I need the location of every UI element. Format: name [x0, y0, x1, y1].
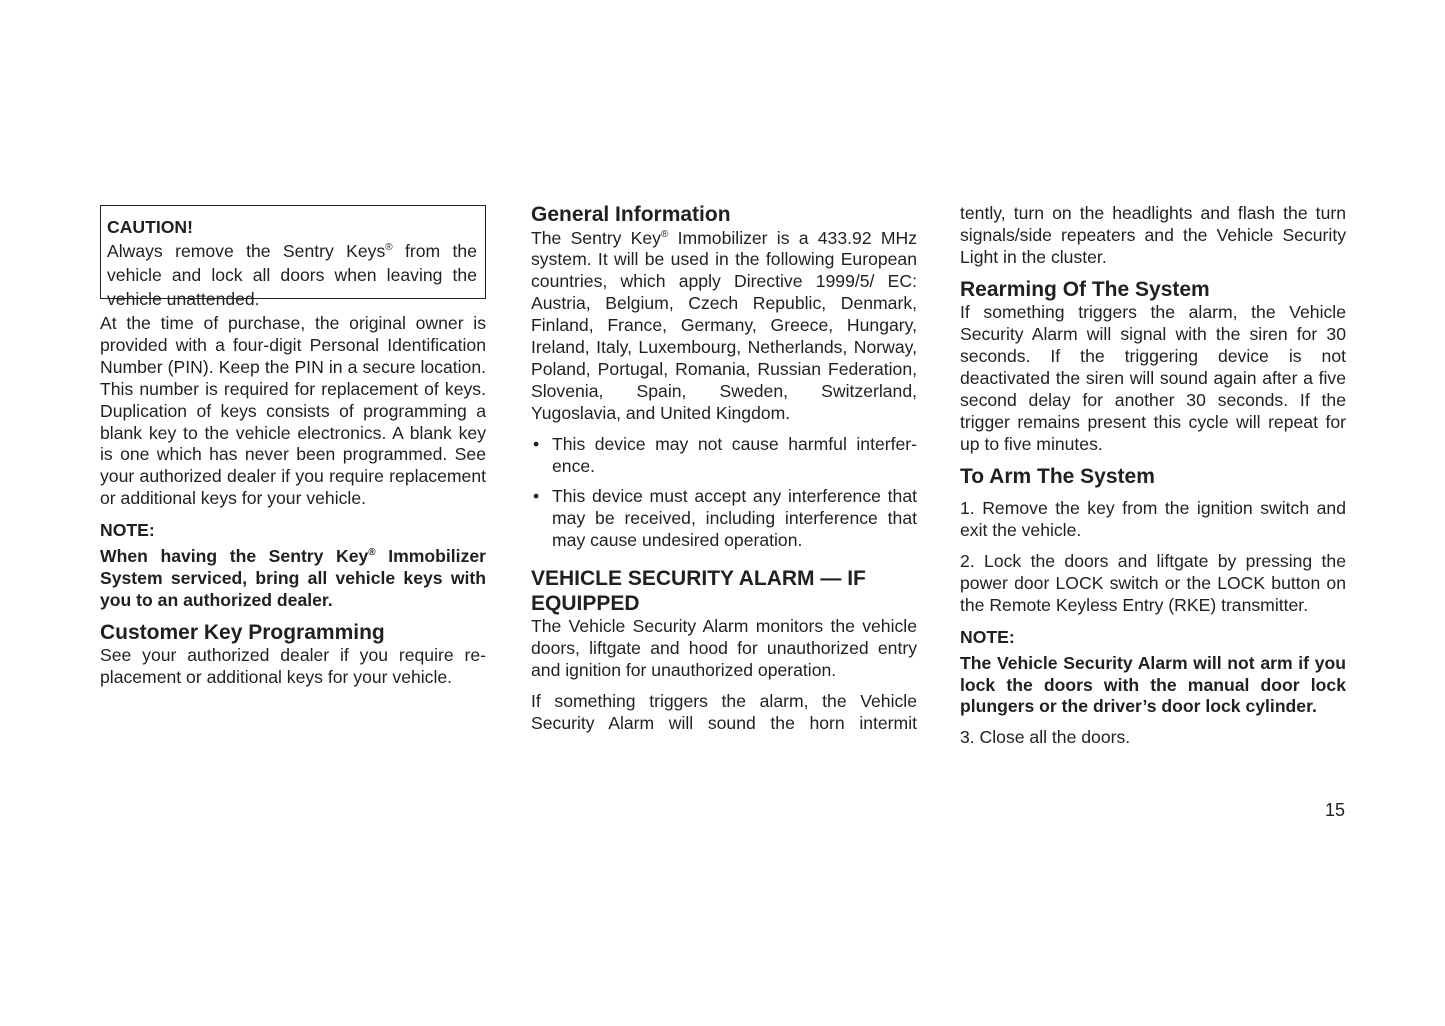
rearming-heading: Rearming Of The System	[960, 277, 1210, 301]
bullet-icon: •	[533, 433, 540, 454]
security-alarm-heading: VEHICLE SECURITY ALARM — IF EQUIPPED	[531, 567, 866, 615]
arm-step-1: 1. Remove the key from the ignition switch and exit the vehicle.	[960, 498, 1346, 540]
interference-bullet-list	[531, 434, 917, 553]
arm-system-heading: To Arm The System	[960, 464, 1155, 488]
arm-note-label: NOTE:	[960, 626, 1015, 647]
bullet-icon: •	[533, 486, 540, 507]
alarm-trigger-text: If something triggers the alarm, the Vehicle Security Alarm will sound the horn intermit	[531, 690, 917, 733]
bullet-item: • This device may not cause harmful interference.	[533, 433, 917, 476]
caution-title: CAUTION!	[107, 217, 194, 237]
customer-key-text: See your authorized dealer if you require replacement or additional keys for your vehicle.	[100, 645, 486, 688]
security-alarm-text: The Vehicle Security Alarm monitors the vehicle doors, liftgate and hood for unauthorized entry and ignition for unauthorized operation.	[531, 616, 917, 680]
column-right	[960, 203, 1346, 749]
note-label: NOTE:	[100, 520, 155, 541]
continuation-text: tently, turn on the headlights and flash the turn signals/side repeaters and the Vehicle Security Light in the cluster.	[960, 203, 1346, 267]
column-middle	[531, 203, 917, 735]
general-info-heading: General Information	[531, 203, 731, 226]
caution-text: Always remove the Sentry Keys® from the vehicle and lock all doors when leaving the vehicle unattended.	[107, 241, 478, 309]
page-number: 15	[1324, 800, 1345, 820]
bullet-item: • This device must accept any interference that may be received, including interference that may cause undesired operation.	[533, 486, 917, 551]
general-info-text: The Sentry Key® Immobilizer is a 433.92 MHz system. It will be used in the following European countries, which apply Directive 1999/5/ EC: Austria, Belgium, Czech Republic, Denmark, Finland, France, Germany, Greece, Hungary, Ireland, Italy, Luxembourg, Netherlands, Norway, Poland, Portugal, Romania, Russian Federation, Slovenia, Spain, Sweden, Switzerland, Yugoslavia, and United Kingdom.	[531, 227, 917, 423]
purchase-paragraph: At the time of purchase, the original owner is provided with a four-digit Personal Identification Number (PIN). Keep the PIN in a secure location. This number is required for replacement of keys. Duplication of keys consists of programming a blank key to the vehicle electronics. A blank key is one which has never been programmed. See your authorized dealer if you require replacement or additional keys for your vehicle.	[100, 313, 486, 509]
arm-step-2: 2. Lock the doors and liftgate by pressing the power door LOCK switch or the LOCK button on the Remote Keyless Entry (RKE) transmitter.	[960, 550, 1346, 615]
note-text: When having the Sentry Key® Immobilizer System serviced, bring all vehicle keys with you to an authorized dealer.	[100, 546, 487, 610]
rearming-text: If something triggers the alarm, the Vehicle Security Alarm will signal with the siren for 30 seconds. If the triggering device is not deactivated the siren will sound again after a five second delay for another 30 seconds. If the trigger remains present this cycle will repeat for up to five minutes.	[960, 302, 1346, 454]
caution-box	[100, 205, 486, 309]
arm-note-text: The Vehicle Security Alarm will not arm if you lock the doors with the manual door lock plungers or the driver’s door lock cylinder.	[960, 652, 1346, 717]
customer-key-heading: Customer Key Programming	[100, 620, 385, 644]
column-left	[100, 203, 486, 689]
arm-step-3: 3. Close all the doors.	[960, 727, 1131, 748]
